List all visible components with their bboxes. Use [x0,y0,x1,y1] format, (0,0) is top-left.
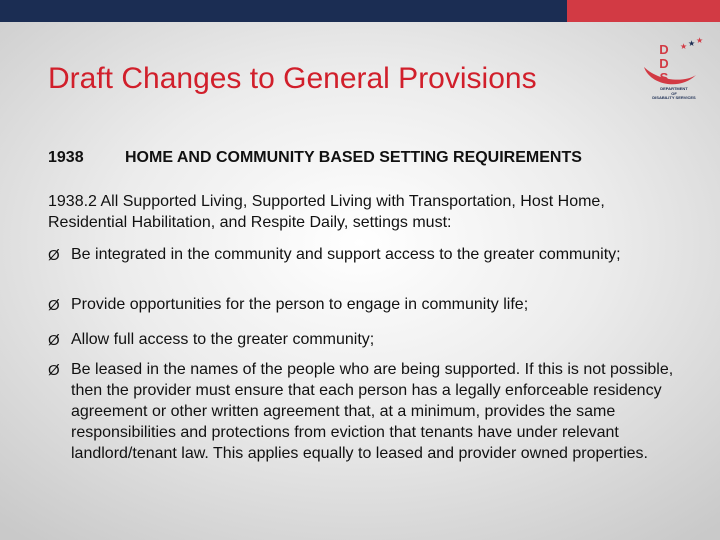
arrow-bullet-icon: Ø [48,247,60,264]
logo-caption-line: DEPARTMENT [660,86,688,91]
list-item [48,329,671,350]
arrow-bullet-icon: Ø [48,362,60,379]
slide-title: Draft Changes to General Provisions [48,62,537,95]
list-item-text: Allow full access to the greater community; [71,331,375,348]
top-bar-accent [567,0,720,22]
logo-letter-1: D [659,42,669,57]
arrow-bullet-icon: Ø [48,297,60,314]
svg-text:★: ★ [688,39,696,48]
list-item-text: Be integrated in the community and support access to the greater community; [71,246,621,263]
logo-caption-line: DISABILITY SERVICES [652,95,696,100]
svg-text:★: ★ [680,42,688,51]
section-intro: 1938.2 All Supported Living, Supported Living with Transportation, Host Home, Residential Habilitation, and Respite Daily, settings must: [48,193,605,231]
list-item-text: Provide opportunities for the person to engage in community life; [71,296,529,313]
svg-text:★: ★ [696,37,704,45]
logo-caption-line: OF [671,90,677,96]
list-item-text: Be leased in the names of the people who are being supported. If this is not possible, then the provider must ensure that each person has a legally enforceable residency agreement or other written agreement that, at a minimum, provides the same responsibilities and protections from eviction that tenants have under relevant landlord/tenant law. This applies equally to leased and provider owned properties. [71,361,674,462]
list-item [48,294,671,315]
logo-letter-2: D [659,56,669,71]
section-title: HOME AND COMMUNITY BASED SETTING REQUIREMENTS [125,149,582,166]
section-number: 1938 [48,149,84,166]
logo-letter-3: S [659,70,669,85]
arrow-bullet-icon: Ø [48,332,60,349]
list-item [48,244,631,265]
logo-caption [640,87,708,101]
section-heading [48,147,688,168]
list-item [48,359,687,464]
